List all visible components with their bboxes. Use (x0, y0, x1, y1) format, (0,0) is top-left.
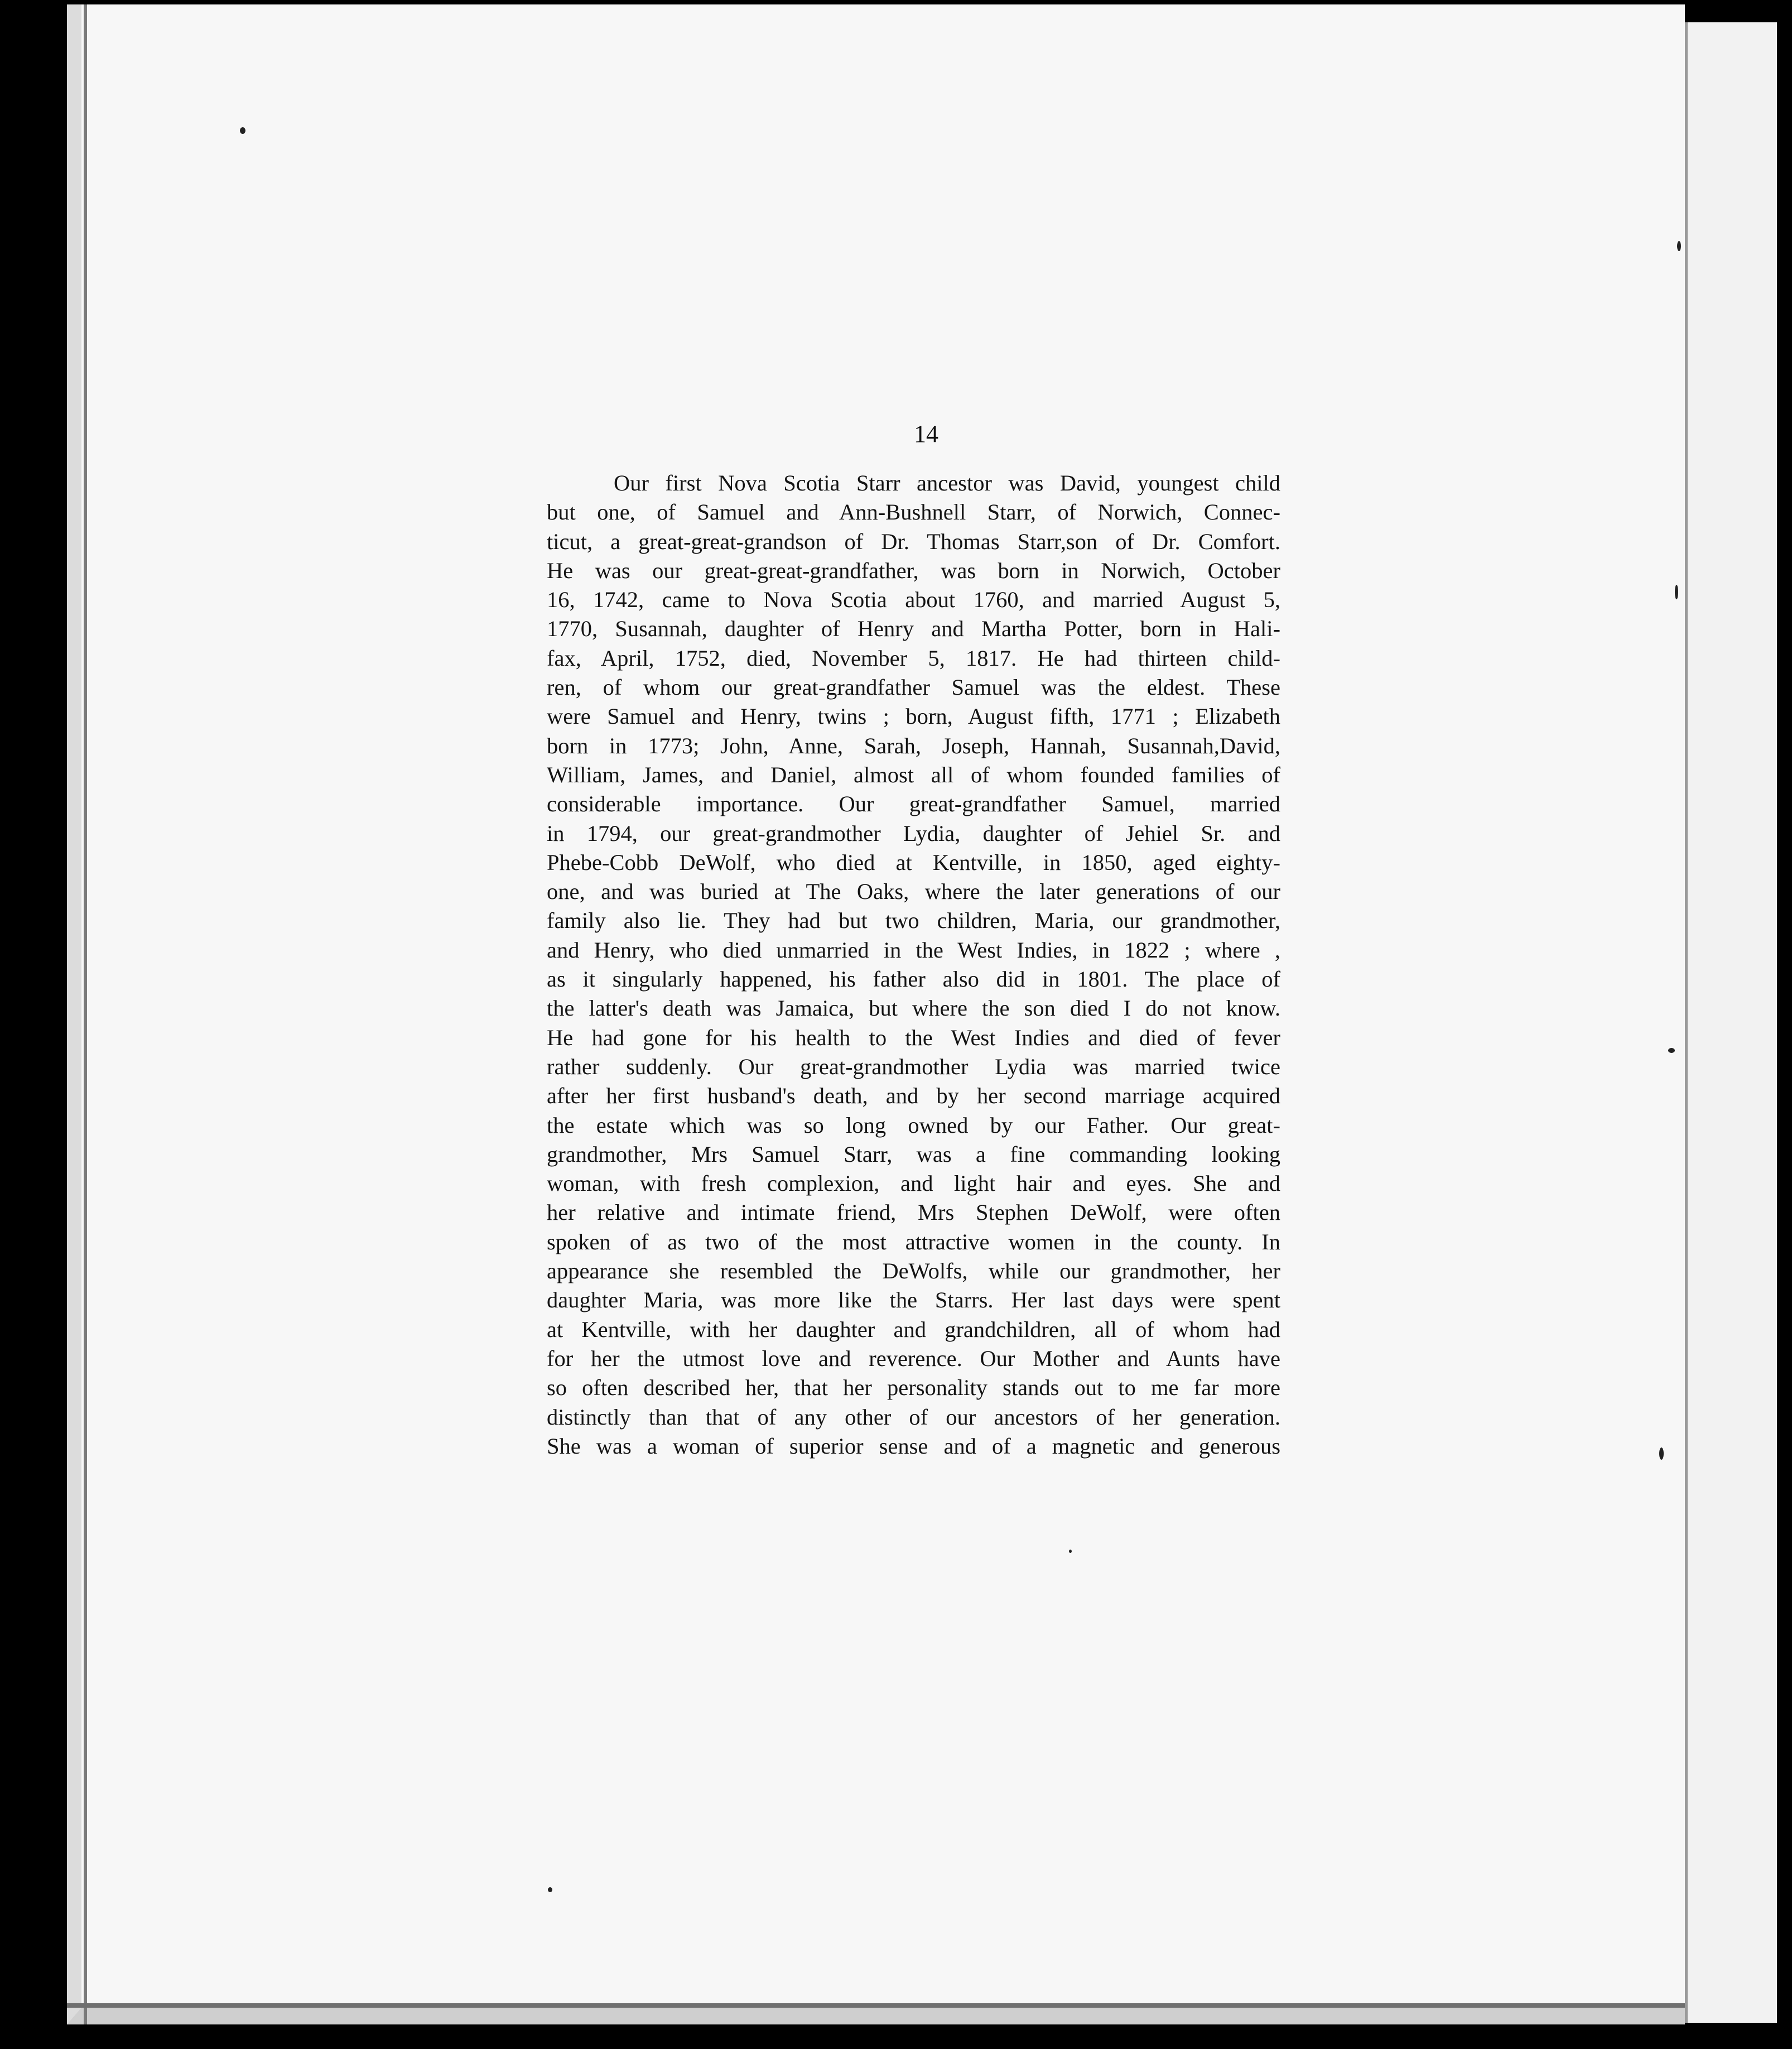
text-line: but one, of Samuel and Ann-Bushnell Starr, of Norwich, Connec- (547, 499, 1280, 525)
scan-speck (1069, 1550, 1072, 1553)
text-line: grandmother, Mrs Samuel Starr, was a fine commanding looking (547, 1141, 1280, 1167)
body-paragraph (547, 469, 1280, 1461)
text-line: woman, with fresh complexion, and light hair and eyes. She and (547, 1171, 1280, 1196)
scan-speck (1677, 241, 1681, 251)
text-line: 1770, Susannah, daughter of Henry and Martha Potter, born in Hali- (547, 616, 1280, 642)
text-line: born in 1773; John, Anne, Sarah, Joseph, Hannah, Susannah,David, (547, 733, 1280, 758)
text-line: distinctly than that of any other of our ancestors of her generation. (547, 1404, 1280, 1430)
text-line: Our first Nova Scotia Starr ancestor was David, youngest child (614, 470, 1280, 496)
text-line: the latter's death was Jamaica, but where the son died I do not know. (547, 995, 1280, 1021)
facing-page-edge (1685, 22, 1777, 2023)
text-line: in 1794, our great-grandmother Lydia, daughter of Jehiel Sr. and (547, 820, 1280, 846)
text-line: 16, 1742, came to Nova Scotia about 1760, and married August 5, (547, 587, 1280, 613)
text-line: ren, of whom our great-grandfather Samuel was the eldest. These (547, 675, 1280, 700)
text-line: one, and was buried at The Oaks, where the later generations of our (547, 879, 1280, 905)
text-line: Phebe-Cobb DeWolf, who died at Kentville, in 1850, aged eighty- (547, 849, 1280, 875)
text-line: He had gone for his health to the West Indies and died of fever (547, 1024, 1280, 1050)
text-line: daughter Maria, was more like the Starrs. Her last days were spent (547, 1287, 1280, 1313)
text-line: the estate which was so long owned by our Father. Our great- (547, 1112, 1280, 1138)
scan-speck (1675, 585, 1678, 599)
page-gutter-edge (84, 4, 87, 2024)
text-line: after her first husband's death, and by her second marriage acquired (547, 1083, 1280, 1109)
text-line: as it singularly happened, his father also did in 1801. The place of (547, 966, 1280, 992)
text-line: fax, April, 1752, died, November 5, 1817. He had thirteen child- (547, 645, 1280, 671)
text-line: spoken of as two of the most attractive women in the county. In (547, 1229, 1280, 1254)
text-line: ticut, a great-great-grandson of Dr. Thomas Starr,son of Dr. Comfort. (547, 528, 1280, 554)
text-line: She was a woman of superior sense and of a magnetic and generous (547, 1433, 1280, 1459)
page-bottom-edge (67, 2003, 1685, 2008)
text-line: family also lie. They had but two children, Maria, our grandmother, (547, 908, 1280, 934)
text-line: so often described her, that her personality stands out to me far more (547, 1375, 1280, 1401)
scan-speck (548, 1887, 552, 1892)
text-line: He was our great-great-grandfather, was born in Norwich, October (547, 557, 1280, 583)
text-line: her relative and intimate friend, Mrs Stephen DeWolf, were often (547, 1200, 1280, 1225)
scan-speck (1659, 1447, 1664, 1460)
text-line: appearance she resembled the DeWolfs, while our grandmother, her (547, 1258, 1280, 1284)
scan-speck (1668, 1048, 1675, 1053)
page-number: 14 (914, 420, 938, 448)
text-line: for her the utmost love and reverence. Our Mother and Aunts have (547, 1345, 1280, 1371)
scan-speck (240, 127, 245, 134)
text-line: considerable importance. Our great-grandfather Samuel, married (547, 791, 1280, 817)
text-line: and Henry, who died unmarried in the West Indies, in 1822 ; where , (547, 937, 1280, 963)
text-line: William, James, and Daniel, almost all of whom founded families of (547, 762, 1280, 787)
text-line: at Kentville, with her daughter and grandchildren, all of whom had (547, 1316, 1280, 1342)
text-line: were Samuel and Henry, twins ; born, August fifth, 1771 ; Elizabeth (547, 704, 1280, 729)
text-line: rather suddenly. Our great-grandmother Lydia was married twice (547, 1054, 1280, 1079)
